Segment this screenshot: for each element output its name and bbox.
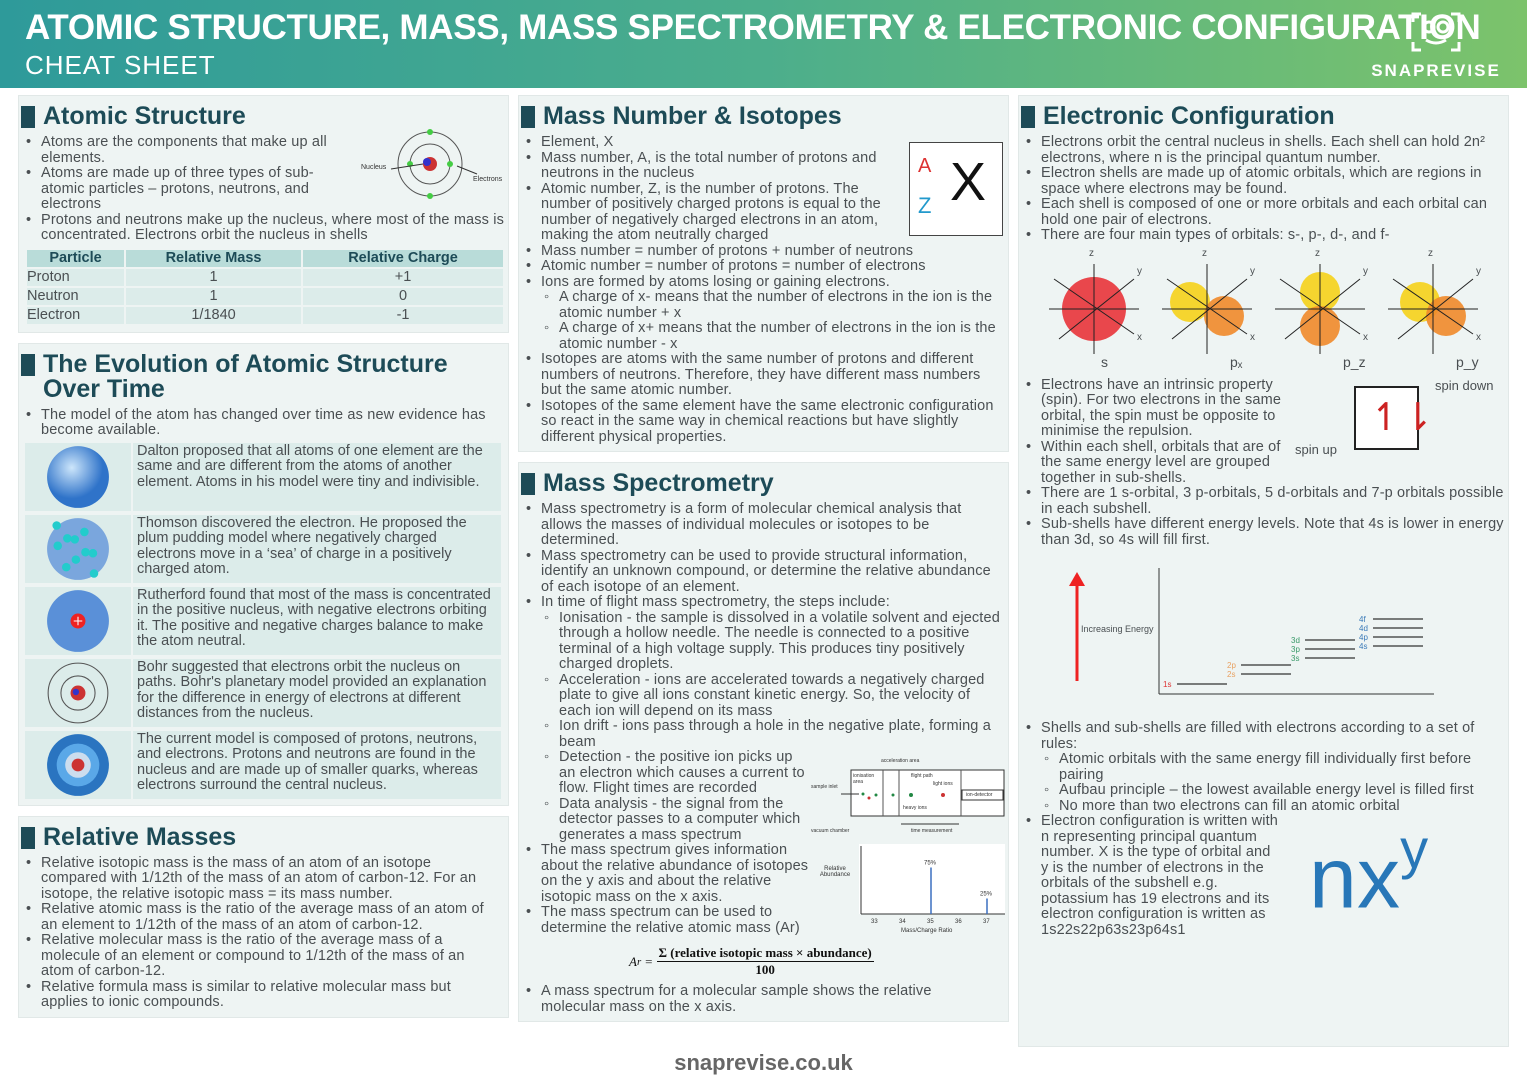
sub-bullet-item: ◦ A charge of x- means that the number of electrons in the ion is the atomic number + x <box>541 290 1004 321</box>
energy-arrow-head <box>1069 572 1085 586</box>
bullet-item: • Relative molecular mass is the ratio of the average mass of a molecule of an element or compound to 1/12th of the mass of an atom of carbon-12. <box>19 933 497 980</box>
config-bullets-3 <box>1019 486 1504 548</box>
energy-level-label: 2p <box>1227 661 1236 670</box>
logo-icon <box>1411 12 1461 52</box>
config-bullets <box>1019 135 1504 244</box>
energy-level-label: 4s <box>1359 642 1368 651</box>
orbital-shapes <box>1019 247 1508 378</box>
spin-orbital-box <box>1354 386 1434 450</box>
atomic-model-row <box>25 587 501 655</box>
column-3 <box>1018 95 1509 1047</box>
atomic-model-row <box>25 659 501 727</box>
bullet-item: • Electron shells are made up of atomic orbitals, which are regions in space where electrons may be found. <box>1019 166 1504 197</box>
bullet-item: • Electrons orbit the central nucleus in shells. Each shell can hold 2n² electrons, where n is the principal quantum number. <box>1019 135 1504 166</box>
nuclide-notation-box: A Z X <box>909 142 1003 236</box>
orbital-shape-icon <box>1152 254 1262 364</box>
bullet-item: • Each shell is composed of one or more orbitals and each orbital can hold one pair of electrons. <box>1019 197 1504 228</box>
mass-spec-bullets-3 <box>519 984 999 1015</box>
bullet-item: • A mass spectrum for a molecular sample shows the relative molecular mass on the x axis. <box>519 984 999 1015</box>
config-bullets-2 <box>1019 378 1289 487</box>
footer-url[interactable]: snaprevise.co.uk <box>674 1050 853 1075</box>
spin-diagram: ↿⇂ spin down spin up <box>1295 377 1494 457</box>
atomic-structure-panel <box>18 95 509 333</box>
section-title: Electronic Configuration <box>1043 102 1335 130</box>
energy-level-label: 1s <box>1163 680 1172 689</box>
energy-level-diagram: 1s 2s 2p 3s 3p 3d 4s 4p 4d 4f Increasing Energy <box>1059 566 1439 701</box>
sub-bullet-item: ◦ Ionisation - the sample is dissolved in a volatile solvent and ejected through a hollow needle. The needle is connected to a positive terminal of a high voltage supply. This produces tiny positively charged droplets. <box>541 611 1004 673</box>
bullet-item: • The mass spectrum gives information about the relative abundance of isotopes on the y axis and about the relative isotopic mass on the x axis. <box>519 843 809 905</box>
bullet-item: • Electron configuration is written with n representing principal quantum number. X is the type of orbital and y is the number of electrons in the orbitals of the subshell e.g. potassium has 19 electrons and its electron configuration is written as 1s22s22p63s23p64s1 $nx^y$ <box>1019 814 1279 938</box>
atomic-model-row <box>25 731 501 799</box>
mass-spec-bullets <box>519 502 1004 750</box>
bullet-item: • Relative isotopic mass is the mass of an atom of an isotope compared with 1/12th of the mass of an atom of carbon-12. For an isotope, the relative isotopic mass = its mass number. <box>19 856 497 903</box>
atomic-model-row <box>25 515 501 583</box>
bullet-item: • Mass spectrometry is a form of molecular chemical analysis that allows the masses of individual molecules or isotopes to be determined. <box>519 502 1004 549</box>
bullet-item: • In time of flight mass spectrometry, the steps include: ◦ Ionisation - the sample is dissolved in a volatile solvent and ejected through a hollow needle. The needle is connected to a positive terminal of a high voltage supply. This produces tiny positively charged droplets. ◦ Acceleration - ions are accelerated towards a negatively charged plate to give all ions constant kinetic energy. So, the velocity of each ion will depend on its mass ◦ Ion drift - ions pass through a hole in the negative plate, forming a beam <box>519 595 1004 750</box>
section-title: Atomic Structure <box>43 102 246 130</box>
orbital-1: z y x pₓ <box>1152 254 1262 378</box>
orbital-shape-icon <box>1039 254 1149 364</box>
orbital-0: z y x s <box>1039 254 1149 378</box>
snaprevise-logo: SNAPREVISE <box>1366 12 1506 81</box>
atom-model-icon <box>25 443 133 511</box>
column-1 <box>18 95 509 1018</box>
bullet-item: • There are 1 s-orbital, 3 p-orbitals, 5 d-orbitals and 7-p orbitals possible in each subshell. <box>1019 486 1504 517</box>
sub-bullet-item: ◦ Atomic orbitals with the same energy fill individually first before pairing <box>1041 752 1504 783</box>
bullet-item: • Mass number = number of protons + number of neutrons <box>519 244 1004 260</box>
table-row: Proton 1 +1 <box>27 269 503 286</box>
bullet-item: • Mass spectrometry can be used to provide structural information, identify an unknown compound, or determine the relative abundance of each isotope of an element. <box>519 549 1004 596</box>
relative-masses-panel <box>18 816 509 1018</box>
atomic-model-row <box>25 443 501 511</box>
section-title: Relative Masses <box>43 822 237 851</box>
energy-level-label: 3p <box>1291 645 1300 654</box>
x-tick-label: 34 <box>899 919 906 925</box>
bullet-item: • Mass number, A, is the total number of protons and neutrons in the nucleus <box>519 151 891 182</box>
energy-level-label: 4d <box>1359 624 1368 633</box>
bullet-item: • Within each shell, orbitals that are of the same energy level are grouped together in sub-shells. <box>1019 440 1289 487</box>
bullet-item: • There are four main types of orbitals: s-, p-, d-, and f- <box>1019 228 1504 244</box>
sub-bullet-item: ◦ Detection - the positive ion picks up an electron which causes a current to flow. Flight times are recorded <box>541 750 809 797</box>
bullet-item: • Shells and sub-shells are filled with electrons according to a set of rules: ◦ Atomic orbitals with the same energy fill individually first before pairing ◦ Aufbau principle – the lowest available energy level is filled first ◦ No more than two electrons can fill an atomic orbital <box>1019 721 1504 814</box>
notation-nxy: $nx^y$ <box>1309 817 1429 927</box>
bullet-item: • Electrons have an intrinsic property (spin). For two electrons in the same orbital, the spin must be opposite to minimise the repulsion. <box>1019 378 1289 440</box>
sub-bullet-item: ◦ Acceleration - ions are accelerated towards a negatively charged plate to give all ions constant kinetic energy. So, the velocity of each ion will depend on its mass <box>541 673 1004 720</box>
data-label: 25% <box>980 891 993 898</box>
evolution-bullets <box>19 408 499 439</box>
model-description: Bohr suggested that electrons orbit the nucleus on paths. Bohr's planetary model provided an explanation for the difference in energy of electrons at different distances from the nucleus. <box>137 658 487 721</box>
orbital-2: z y x p_z <box>1265 254 1375 378</box>
section-title: The Evolution of Atomic Structure Over Time <box>43 349 448 403</box>
sub-bullet-item: ◦ Data analysis - the signal from the detector passes to a computer which generates a mass spectrum <box>541 797 809 844</box>
x-tick-label: 33 <box>871 919 878 925</box>
column-2 <box>518 95 1009 1022</box>
bullet-item: • Ions are formed by atoms losing or gaining electrons. ◦ A charge of x- means that the number of electrons in the ion is the atomic number + x ◦ A charge of x+ means that the number of electrons in the ion is the atomic number - x <box>519 275 1004 353</box>
page-subtitle: CHEAT SHEET <box>25 50 216 80</box>
time-of-flight-diagram: acceleration area ionisation area flight path light ions heavy ions sample inlet ion-detector vacuum chamber time measurement <box>811 750 1006 840</box>
table-row: Electron 1/1840 -1 <box>27 307 503 324</box>
orbital-shape-icon <box>1265 254 1375 364</box>
bullet-item: • Relative formula mass is similar to relative molecular mass but applies to ionic compounds. <box>19 980 497 1011</box>
relative-atomic-mass-formula: A r = Σ (relative isotopic mass × abundance) 100 <box>629 945 872 977</box>
x-tick-label: 37 <box>983 919 990 925</box>
energy-level-label: 4f <box>1359 615 1366 624</box>
table-header: Particle Relative Mass Relative Charge <box>27 250 503 267</box>
section-title: Mass Spectrometry <box>543 469 774 497</box>
bullet-item: • Protons and neutrons make up the nucleus, where most of the mass is concentrated. Electrons orbit the nucleus in shells <box>19 213 504 244</box>
bullet-item: • Atomic number, Z, is the number of protons. The number of positively charged protons is equal to the number of negatively charged electrons in an atom, making the atom neutrally charged <box>519 182 891 244</box>
mass-spec-figures <box>811 750 1006 939</box>
mass-spectrum-svg <box>811 844 1006 939</box>
header <box>0 0 1527 88</box>
bullet-item: • Atomic number = number of protons = number of electrons <box>519 259 1004 275</box>
bullet-item: • Isotopes are atoms with the same number of protons and different numbers of neutrons. Therefore, they have different mass numbers but the same atomic number. <box>519 352 1004 399</box>
bullet-item: • Relative atomic mass is the ratio of the average mass of an atom of an element to 1/12th of the mass of an atom of carbon-12. <box>19 902 497 933</box>
bullet-item: • Sub-shells have different energy levels. Note that 4s is lower in energy than 3d, so 4s will fill first. <box>1019 517 1504 548</box>
data-label: 75% <box>924 860 937 867</box>
energy-level-label: 4p <box>1359 633 1368 642</box>
energy-level-label: 3s <box>1291 654 1300 663</box>
bullet-item: • The mass spectrum can be used to determine the relative atomic mass (Ar) <box>519 905 809 936</box>
model-description: The current model is composed of protons, neutrons, and electrons. Protons and neutrons are found in the nucleus and are made up of smaller quarks, whereas electrons surround the central nucleus. <box>137 730 478 793</box>
particle-table <box>25 248 505 326</box>
energy-level-label: 3d <box>1291 636 1300 645</box>
atom-diagram: Nucleus Electrons <box>357 126 507 216</box>
electronic-configuration-panel <box>1018 95 1509 1047</box>
sub-bullet-item: ◦ Aufbau principle – the lowest available energy level is filled first <box>1041 783 1504 799</box>
bullet-item: • Atoms are made up of three types of sub-atomic particles – protons, neutrons, and electrons <box>19 166 344 213</box>
atomic-model-list <box>19 443 508 799</box>
mass-spec-bullets-2 <box>519 750 809 939</box>
atom-icon <box>357 126 507 216</box>
mass-spectrometry-panel <box>518 462 1009 1022</box>
atom-model-icon <box>25 515 133 583</box>
section-title: Mass Number & Isotopes <box>543 102 842 130</box>
bullet-item: • Isotopes of the same element have the same electronic configuration so react in the same way in chemical reactions but have slightly different physical properties. <box>519 399 1004 446</box>
x-tick-label: 36 <box>955 919 962 925</box>
atom-model-icon <box>25 731 133 799</box>
model-description: Thomson discovered the electron. He proposed the plum pudding model where negatively charged electrons move in a ‘sea’ of charge in a positively charged atom. <box>137 514 467 577</box>
atom-model-icon <box>25 659 133 727</box>
relative-bullets <box>19 856 497 1011</box>
atom-model-icon <box>25 587 133 655</box>
x-tick-label: 35 <box>927 919 934 925</box>
bullet-item <box>519 750 809 843</box>
bullet-item: • Atoms are the components that make up all elements. <box>19 135 344 166</box>
sub-bullet-item: ◦ A charge of x+ means that the number of electrons in the ion is the atomic number - x <box>541 321 1004 352</box>
mass-spectrum-chart: 33 34 35 75% 36 37 25% Relative Abundance Mass/Charge Ratio <box>811 844 1006 939</box>
evolution-panel <box>18 343 509 806</box>
sub-bullet-item: ◦ No more than two electrons can fill an atomic orbital <box>1041 799 1504 815</box>
orbital-shape-icon <box>1378 254 1488 364</box>
bullet-item: • The model of the atom has changed over time as new evidence has become available. <box>19 408 499 439</box>
bullet-item: • Element, X <box>519 135 891 151</box>
spin-arrows-icon: ↿⇂ <box>1370 396 1434 439</box>
model-description: Rutherford found that most of the mass is concentrated in the positive nucleus, with negative electrons orbiting it. The positive and negative charges balance to make the atom neutral. <box>137 586 491 649</box>
table-row: Neutron 1 0 <box>27 288 503 305</box>
energy-level-label: 2s <box>1227 670 1236 679</box>
orbital-3: z y x p_y <box>1378 254 1488 378</box>
page-title: ATOMIC STRUCTURE, MASS, MASS SPECTROMETRY & ELECTRONIC CONFIGURATION <box>25 8 1481 47</box>
plot-area <box>859 844 1005 914</box>
model-description: Dalton proposed that all atoms of one element are the same and are different from the atoms of another element. Atoms in his model were tiny and indivisible. <box>137 442 483 490</box>
config-bullets-4 <box>1019 721 1504 938</box>
mass-number-panel <box>518 95 1009 452</box>
sub-bullet-item: ◦ Ion drift - ions pass through a hole in the negative plate, forming a beam <box>541 719 1004 750</box>
